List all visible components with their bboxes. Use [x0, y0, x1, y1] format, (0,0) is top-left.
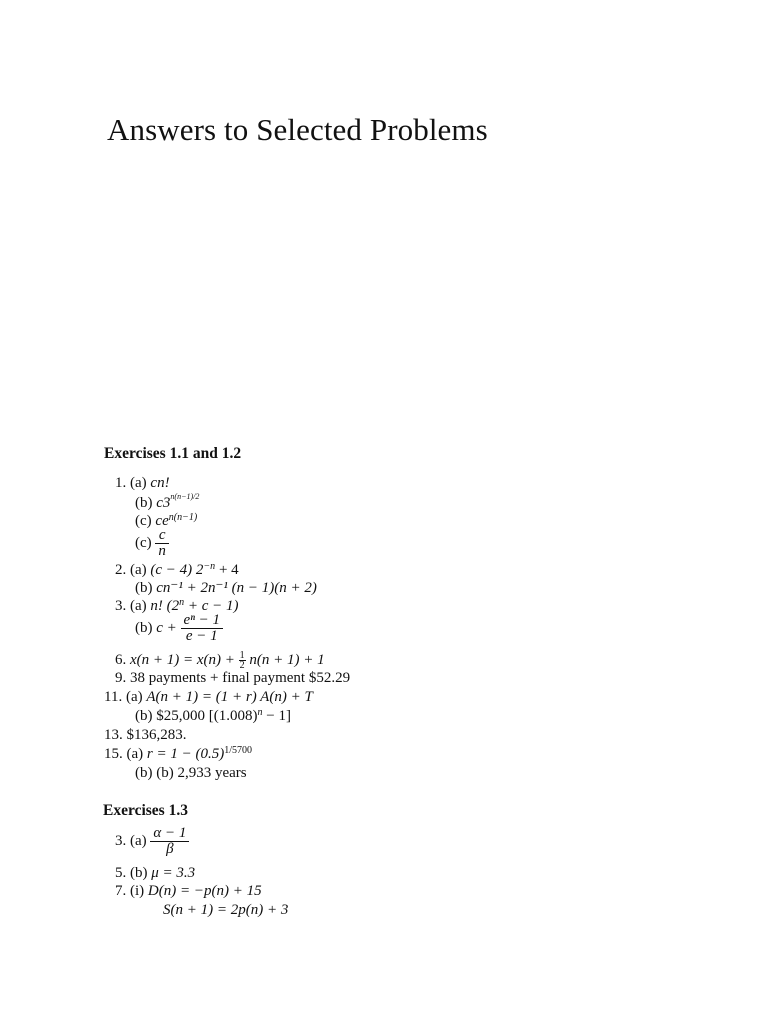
fraction-denominator: n: [158, 543, 166, 559]
answer-text: S(n + 1) = 2p(n) + 3: [163, 902, 289, 918]
problem-number: 6.: [115, 652, 127, 668]
answer-text: n! (2: [150, 598, 180, 614]
part-label: (a): [130, 475, 147, 491]
answer-line: [135, 494, 199, 512]
fraction-numerator: c: [155, 528, 169, 544]
part-label: (a): [125, 689, 143, 705]
answer-line: [163, 901, 288, 919]
answer-text: ce: [155, 513, 169, 529]
part-label: (b): [130, 865, 148, 881]
answer-line: [115, 826, 189, 857]
answer-line: [115, 474, 170, 492]
problem-number: 9.: [115, 670, 127, 686]
part-label: (b): [135, 495, 153, 511]
answer-line: [115, 669, 350, 687]
answer-text: c3: [156, 495, 171, 511]
answer-text: cn!: [150, 475, 170, 491]
part-label: (b): [135, 619, 153, 636]
answer-text: μ = 3.3: [151, 865, 196, 881]
part-label: (b): [135, 708, 153, 724]
fraction-numerator: eⁿ − 1: [181, 613, 224, 629]
answer-text: c +: [156, 619, 177, 636]
problem-number: 11.: [104, 689, 123, 705]
answer-line: [135, 764, 247, 782]
answer-exponent: n(n−1): [168, 512, 198, 523]
fraction: [150, 826, 189, 857]
problem-number: 5.: [115, 865, 127, 881]
answer-text: (b) 2,933 years: [156, 765, 247, 781]
answer-exponent: n: [179, 597, 185, 608]
part-label: (c): [135, 534, 152, 551]
part-label: (b): [135, 580, 153, 596]
answer-text-after: + 4: [215, 562, 239, 578]
answer-text-after: n(n + 1) + 1: [249, 652, 325, 668]
section-heading-1-3: Exercises 1.3: [103, 802, 188, 819]
answer-text: cn⁻¹ + 2n⁻¹ (n − 1)(n + 2): [156, 580, 317, 596]
answer-text: D(n) = −p(n) + 15: [147, 883, 262, 899]
problem-number: 13.: [104, 727, 123, 743]
problem-number: 3.: [115, 598, 127, 614]
problem-number: 3.: [115, 832, 127, 849]
answer-line: [104, 726, 187, 744]
section-heading-1-1-and-1-2: Exercises 1.1 and 1.2: [104, 445, 242, 462]
page-title: Answers to Selected Problems: [107, 112, 488, 147]
answer-text: x(n + 1) = x(n) +: [130, 652, 235, 668]
answer-line: [115, 864, 195, 882]
answer-text: $136,283.: [126, 727, 187, 743]
answer-text: 38 payments + final payment $52.29: [130, 670, 351, 686]
fraction-denominator: β: [166, 841, 174, 857]
answer-exponent: n: [257, 707, 263, 718]
fraction-numerator: α − 1: [150, 826, 189, 842]
part-label: (a): [126, 746, 144, 762]
fraction: [181, 613, 224, 644]
answer-line: [135, 707, 291, 725]
fraction: [155, 528, 169, 559]
part-label: (a): [130, 832, 147, 849]
answer-line: [135, 579, 317, 597]
answer-text: $25,000 [(1.008): [156, 708, 258, 724]
fraction-denominator: e − 1: [185, 628, 218, 644]
problem-number: 1.: [115, 475, 127, 491]
answer-exponent: 1/5700: [224, 745, 253, 756]
answer-text-after: + c − 1): [184, 598, 239, 614]
problem-number: 2.: [115, 562, 127, 578]
part-label: (a): [130, 598, 147, 614]
part-label: (a): [130, 562, 147, 578]
answer-exponent: −n: [203, 561, 216, 572]
part-label: (i): [130, 883, 145, 899]
answer-line: [135, 528, 169, 559]
answer-line: [104, 688, 313, 706]
fraction-one-half: $\frac{1}{2}$: [239, 650, 245, 672]
answer-text: A(n + 1) = (1 + r) A(n) + T: [146, 689, 313, 705]
answer-text: r = 1 − (0.5): [146, 746, 225, 762]
part-label: (b): [135, 765, 153, 781]
problem-number: 15.: [104, 746, 123, 762]
answer-line: [115, 561, 239, 579]
answer-exponent: n(n−1)/2: [170, 492, 200, 501]
answer-line: [104, 745, 252, 763]
answer-line: [115, 882, 262, 900]
answer-line: [135, 613, 223, 644]
answer-text-after: − 1]: [262, 708, 291, 724]
part-label: (c): [135, 513, 152, 529]
answer-text: (c − 4) 2: [150, 562, 204, 578]
answer-line: [115, 651, 325, 670]
problem-number: 7.: [115, 883, 127, 899]
